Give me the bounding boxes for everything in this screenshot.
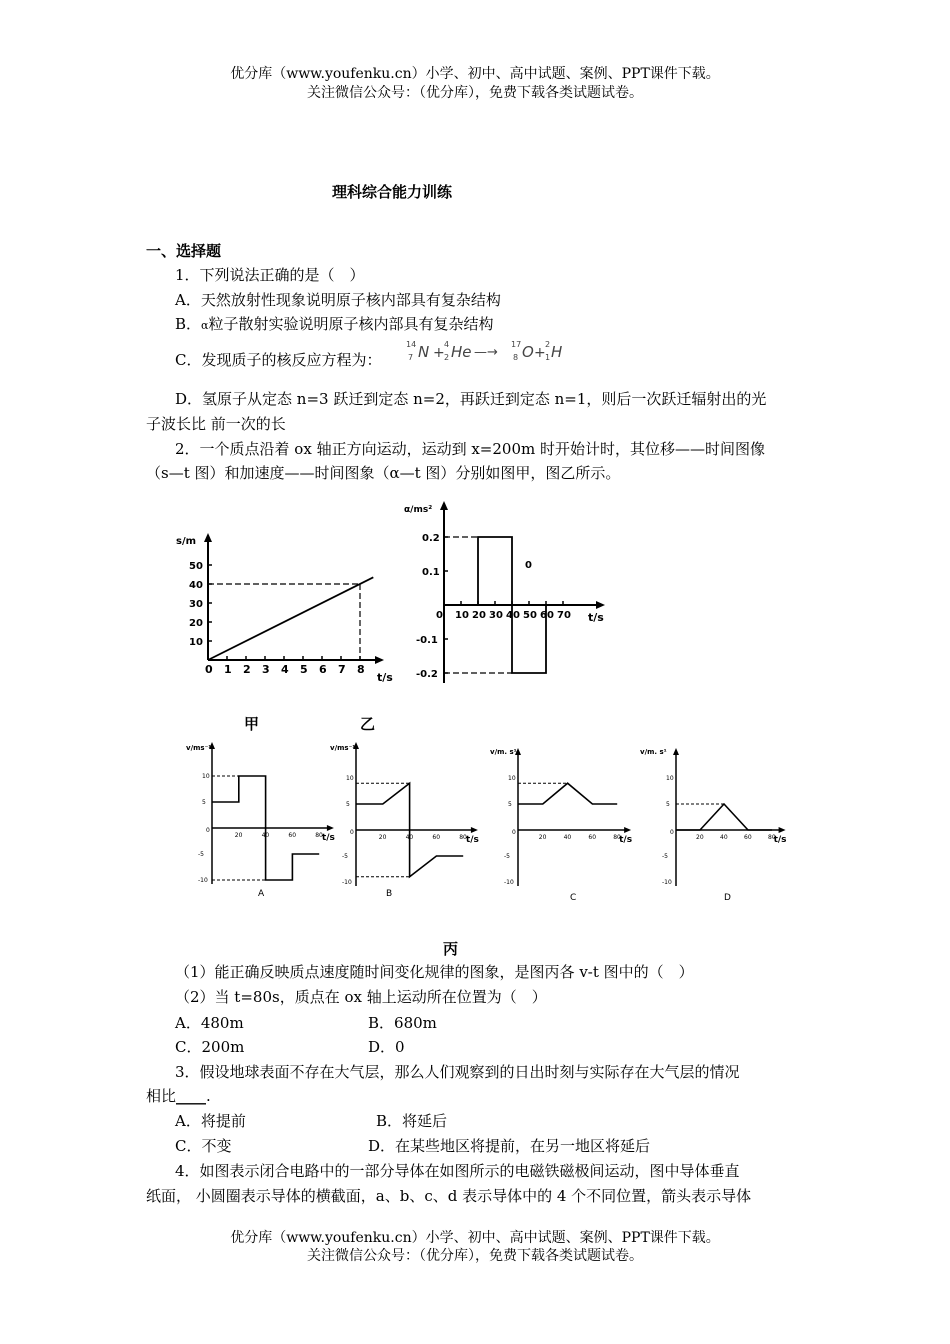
st-y-arrow — [204, 533, 212, 542]
q1-option-a: A．天然放射性现象说明原子核内部具有复杂结构 — [175, 291, 501, 309]
vt-xtick-label: 80 — [459, 834, 467, 841]
h-charge: 1 — [545, 353, 551, 362]
vt-ytick-label: -10 — [342, 879, 352, 886]
vt-xtick-label: 0 — [350, 829, 354, 836]
st-ytick-label: 30 — [189, 599, 203, 610]
q2-option-d: D．0 — [368, 1038, 405, 1056]
q2-sub1: （1）能正确反映质点速度随时间变化规律的图象，是图丙各 v-t 图中的（ ） — [175, 963, 694, 981]
st-xtick-label: 3 — [262, 663, 270, 676]
vt-chart-A — [182, 738, 342, 898]
chart-a-t — [400, 498, 615, 690]
vt-ytick-label: 10 — [666, 775, 674, 782]
at-xtick-label: 10 — [455, 610, 469, 621]
st-ytick-label: 20 — [189, 618, 203, 629]
at-xtick-label: 70 — [557, 610, 571, 621]
h-symbol: H — [551, 343, 563, 361]
at-xtick-label: 0 — [436, 610, 443, 621]
caption-bing: 丙 — [443, 940, 459, 958]
q1-option-b-prefix: B． — [175, 315, 202, 333]
at-xtick-label: 60 — [540, 610, 554, 621]
vt-ylabel: v/m. s¹ — [640, 748, 667, 756]
vt-chart-label: B — [386, 889, 393, 898]
vt-xtick-label: 40 — [261, 832, 270, 839]
header-line-1: 优分库（www.youfenku.cn）小学、初中、高中试题、案例、PPT课件下载。 — [230, 66, 720, 82]
o-symbol: O — [522, 343, 534, 361]
vt-ytick-label: -10 — [504, 879, 514, 886]
alpha-symbol: α — [201, 319, 209, 332]
st-xtick-label: 7 — [338, 663, 346, 676]
footer-line-1: 优分库（www.youfenku.cn）小学、初中、高中试题、案例、PPT课件下载。 — [230, 1230, 720, 1246]
section-heading: 一、选择题 — [146, 242, 222, 260]
at-segment — [478, 537, 512, 605]
at-ytick-label: 0.1 — [422, 567, 440, 578]
at-ytick-label: 0.2 — [422, 533, 440, 544]
he-mass: 4 — [444, 340, 450, 349]
vt-xtick-label: 0 — [670, 829, 674, 836]
q4-line1: 4．如图表示闭合电路中的一部分导体在如图所示的电磁铁磁极间运动，图中导体垂直 — [175, 1162, 740, 1180]
vt-ytick-label: 10 — [346, 775, 354, 782]
st-series-line — [208, 577, 373, 660]
at-y-arrow — [440, 501, 448, 510]
n-charge: 7 — [408, 353, 414, 362]
vt-xtick-label: 20 — [538, 834, 547, 841]
st-xtick-label: 1 — [224, 663, 232, 676]
at-xtick-label: 40 — [506, 610, 520, 621]
vt-xtick-label: 20 — [696, 834, 704, 841]
vt-xtick-label: 20 — [378, 834, 387, 841]
q2-option-a: A．480m — [175, 1014, 244, 1032]
vt-xtick-label: 20 — [234, 832, 243, 839]
vt-xlabel: t/s — [773, 835, 787, 845]
vt-ytick-label: 5 — [346, 801, 350, 808]
vt-ytick-label: -5 — [198, 851, 204, 858]
q3-line2 — [146, 1085, 211, 1106]
vt-chart-label: D — [724, 893, 731, 902]
at-xtick-label: 30 — [489, 610, 503, 621]
vt-xlabel: t/s — [465, 835, 479, 845]
vt-xtick-label: 0 — [206, 827, 210, 834]
q3-option-a: A．将提前 — [175, 1112, 246, 1130]
st-ytick-label: 50 — [189, 561, 203, 572]
q4-line2: 纸面， 小圆圈表示导体的横截面，a、b、c、d 表示导体中的 4 个不同位置，箭头表示导体 — [146, 1187, 752, 1205]
he-charge: 2 — [444, 353, 450, 362]
vt-ylabel: v/ms⁻¹ — [330, 744, 356, 752]
st-xtick-label: 6 — [319, 663, 327, 676]
q3-option-d: D．在某些地区将提前，在另一地区将延后 — [368, 1137, 651, 1155]
vt-xtick-label: 40 — [405, 834, 414, 841]
vt-xtick-label: 60 — [432, 834, 441, 841]
vt-chart-C — [486, 742, 646, 902]
vt-series-line — [518, 783, 617, 804]
vt-chart-D — [636, 742, 806, 902]
st-xtick-label: 0 — [205, 663, 213, 676]
vt-ylabel: v/m. s¹ — [490, 748, 517, 756]
arrow: —→ — [474, 345, 498, 360]
chart-s-t — [172, 530, 402, 690]
at-xlabel: t/s — [588, 611, 604, 624]
at-x-arrow — [596, 601, 605, 609]
vt-xtick-label: 60 — [744, 834, 752, 841]
vt-xtick-label: 80 — [315, 832, 323, 839]
st-ytick-label: 10 — [189, 637, 203, 648]
vt-xtick-label: 60 — [288, 832, 297, 839]
vt-x-arrow — [624, 827, 631, 833]
footer-line-2: 关注微信公众号：（优分库），免费下载各类试题试卷。 — [307, 1248, 643, 1264]
vt-xlabel: t/s — [619, 835, 633, 845]
vt-ytick-label: -10 — [662, 879, 672, 886]
vt-chart-label: C — [570, 893, 577, 902]
vt-ytick-label: 10 — [508, 775, 516, 782]
st-ytick-label: 40 — [189, 580, 203, 591]
st-xlabel: t/s — [377, 671, 393, 684]
vt-y-arrow — [673, 748, 679, 755]
vt-ytick-label: -5 — [504, 853, 510, 860]
vt-chart-B — [326, 738, 486, 898]
h-mass: 2 — [545, 340, 551, 349]
vt-ylabel: v/ms⁻¹ — [186, 744, 212, 752]
q3-line1: 3．假设地球表面不存在大气层，那么人们观察到的日出时刻与实际存在大气层的情况 — [175, 1063, 740, 1081]
vt-xtick-label: 0 — [512, 829, 516, 836]
header-line-2: 关注微信公众号：（优分库），免费下载各类试题试卷。 — [307, 85, 643, 101]
q3-option-c: C．不变 — [175, 1137, 232, 1155]
q1-option-b-text: 粒子散射实验说明原子核内部具有复杂结构 — [208, 315, 494, 333]
q1-option-b — [175, 313, 493, 334]
plus-1: + — [433, 345, 445, 361]
q1-option-d-line2: 子波长比 前一次的长 — [146, 415, 286, 433]
q2-stem-line2: （s—t 图）和加速度——时间图象（α—t 图）分别如图甲，图乙所示。 — [146, 464, 621, 482]
vt-series-line — [676, 804, 772, 830]
plus-2: + — [534, 345, 546, 361]
at-ylabel: α/ms² — [404, 505, 433, 515]
q3-line2-text: 相比 — [146, 1087, 177, 1105]
he-symbol: He — [451, 343, 472, 361]
q3-period: . — [206, 1087, 211, 1105]
vt-ytick-label: 5 — [666, 801, 670, 808]
q2-option-c: C．200m — [175, 1038, 245, 1056]
q3-option-b: B．将延后 — [376, 1112, 448, 1130]
n-symbol: N — [418, 343, 430, 361]
q1-option-d-line1: D．氢原子从定态 n=3 跃迁到定态 n=2，再跃迁到定态 n=1，则后一次跃迁辐射出的光 — [175, 390, 767, 408]
vt-ytick-label: -5 — [662, 853, 668, 860]
st-xtick-label: 4 — [281, 663, 289, 676]
q1-option-c: C．发现质子的核反应方程为： — [175, 351, 382, 369]
vt-xtick-label: 80 — [768, 834, 776, 841]
q2-option-b: B．680m — [368, 1014, 437, 1032]
vt-chart-label: A — [258, 889, 265, 898]
q2-sub2: （2）当 t=80s，质点在 ox 轴上运动所在位置为（ ） — [175, 988, 547, 1006]
vt-xtick-label: 80 — [613, 834, 621, 841]
vt-ytick-label: 10 — [202, 773, 210, 780]
q3-blank: ____ — [176, 1087, 207, 1105]
vt-ytick-label: 5 — [202, 799, 206, 806]
caption-jia: 甲 — [244, 715, 260, 733]
st-xtick-label: 8 — [357, 663, 365, 676]
vt-xtick-label: 60 — [588, 834, 597, 841]
o-charge: 8 — [513, 353, 519, 362]
at-ytick-label: -0.2 — [416, 669, 438, 680]
at-xtick-label: 20 — [472, 610, 486, 621]
st-xtick-label: 2 — [243, 663, 251, 676]
caption-yi: 乙 — [360, 715, 376, 733]
n-mass: 14 — [406, 340, 417, 349]
vt-xtick-label: 40 — [720, 834, 728, 841]
at-annotation: 0 — [525, 560, 532, 571]
vt-x-arrow — [471, 827, 478, 833]
at-xtick-label: 50 — [523, 610, 537, 621]
st-x-arrow — [375, 656, 384, 664]
vt-ytick-label: 5 — [508, 801, 512, 808]
o-mass: 17 — [511, 340, 522, 349]
q1-stem: 1．下列说法正确的是（ ） — [175, 266, 365, 284]
st-xtick-label: 5 — [300, 663, 308, 676]
vt-ytick-label: -10 — [198, 877, 208, 884]
vt-xlabel: t/s — [321, 833, 335, 843]
vt-xtick-label: 40 — [563, 834, 572, 841]
nuclear-equation — [400, 336, 580, 366]
vt-ytick-label: -5 — [342, 853, 348, 860]
page-title: 理科综合能力训练 — [332, 183, 453, 201]
st-ylabel: s/m — [176, 536, 197, 547]
vt-x-arrow — [779, 827, 786, 833]
q2-stem-line1: 2．一个质点沿着 ox 轴正方向运动，运动到 x=200m 时开始计时，其位移——时间图像 — [175, 440, 765, 458]
at-ytick-label: -0.1 — [416, 635, 438, 646]
